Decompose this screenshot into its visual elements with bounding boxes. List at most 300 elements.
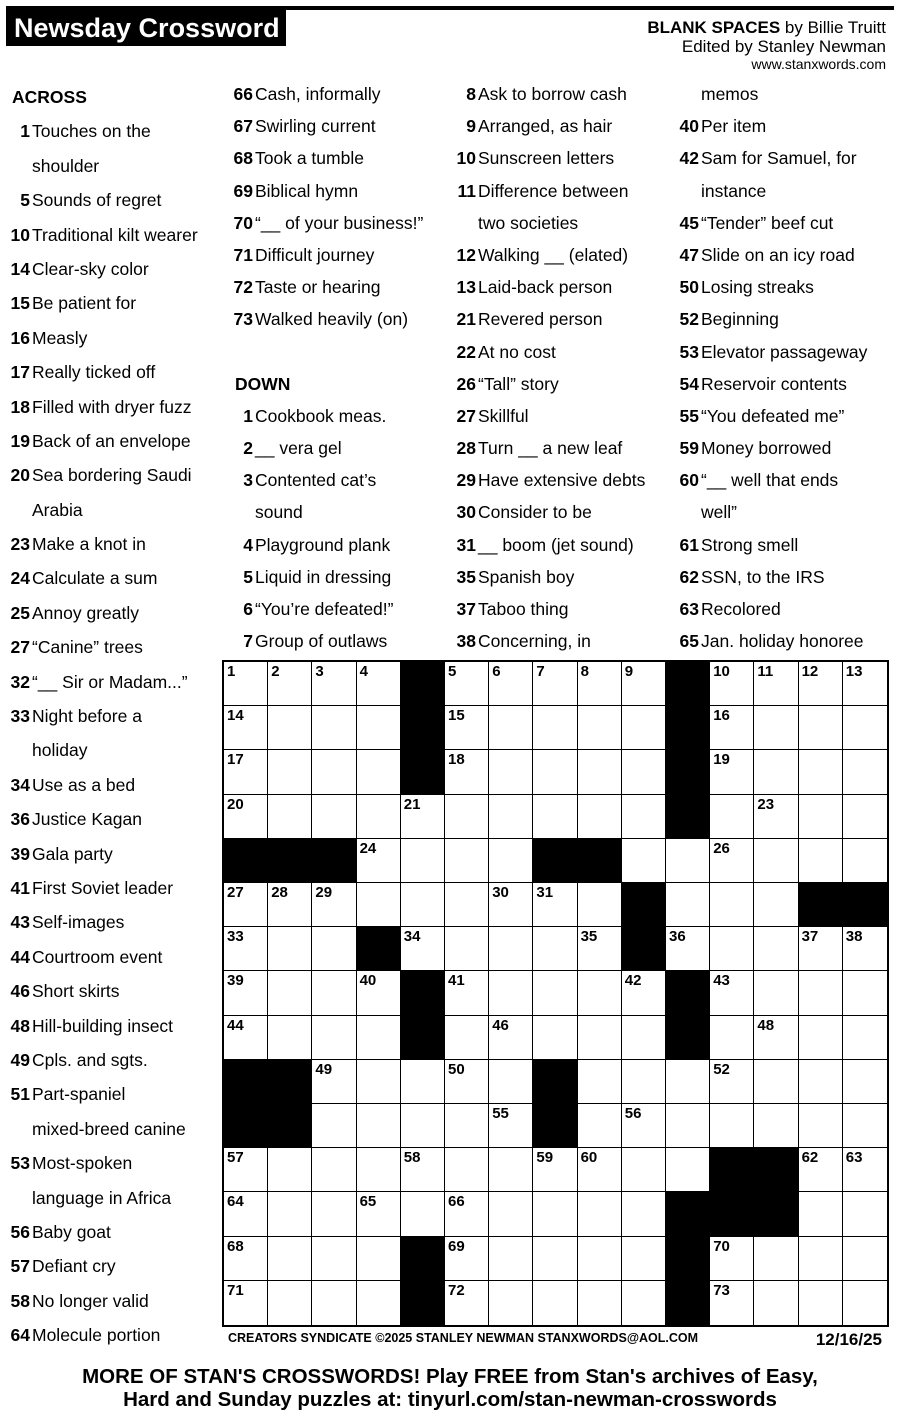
grid-cell[interactable] bbox=[489, 1060, 533, 1104]
grid-cell[interactable] bbox=[578, 706, 622, 750]
grid-cell[interactable] bbox=[489, 839, 533, 883]
grid-cell[interactable] bbox=[754, 1104, 798, 1148]
clue-item bbox=[450, 400, 665, 432]
grid-cell[interactable] bbox=[754, 971, 798, 1015]
grid-cell[interactable] bbox=[224, 883, 268, 927]
grid-cell[interactable] bbox=[710, 883, 754, 927]
grid-cell[interactable] bbox=[710, 971, 754, 1015]
grid-cell[interactable] bbox=[622, 1281, 666, 1325]
clue-text: No longer valid bbox=[32, 1290, 149, 1311]
grid-cell[interactable] bbox=[533, 1192, 577, 1236]
grid-cell[interactable] bbox=[622, 971, 666, 1015]
clue-text: Back of an envelope bbox=[32, 430, 191, 451]
grid-cell[interactable] bbox=[799, 795, 843, 839]
cell-number: 37 bbox=[801, 928, 819, 946]
black-square bbox=[312, 839, 356, 883]
cell-number: 43 bbox=[713, 972, 730, 990]
clue-text: Swirling current bbox=[255, 116, 376, 137]
grid-cell[interactable] bbox=[843, 750, 887, 794]
clue-number: 26 bbox=[456, 373, 476, 394]
grid-cell[interactable] bbox=[268, 883, 312, 927]
black-square bbox=[401, 662, 445, 706]
clue-number: 53 bbox=[679, 341, 699, 362]
grid-cell[interactable] bbox=[799, 662, 843, 706]
grid-cell[interactable] bbox=[754, 927, 798, 971]
clue-text: memos bbox=[701, 84, 759, 104]
grid-cell[interactable] bbox=[622, 706, 666, 750]
grid-cell[interactable] bbox=[312, 662, 356, 706]
clue-number: 34 bbox=[10, 774, 30, 795]
grid-cell[interactable] bbox=[843, 1104, 887, 1148]
cell-number: 58 bbox=[403, 1149, 421, 1167]
clue-number: 6 bbox=[243, 599, 253, 619]
grid-cell[interactable] bbox=[666, 1148, 710, 1192]
grid-cell[interactable] bbox=[754, 1016, 798, 1060]
grid-cell[interactable] bbox=[799, 1192, 843, 1236]
cell-number: 18 bbox=[448, 751, 465, 769]
grid-cell[interactable] bbox=[578, 1237, 622, 1281]
grid-cell[interactable] bbox=[357, 971, 401, 1015]
grid-cell[interactable] bbox=[357, 750, 401, 794]
grid-cell[interactable] bbox=[799, 706, 843, 750]
clue-item bbox=[4, 1146, 219, 1180]
grid-cell[interactable] bbox=[622, 1104, 666, 1148]
grid-cell[interactable] bbox=[357, 1281, 401, 1325]
clue-item bbox=[4, 218, 219, 252]
cell-number: 46 bbox=[492, 1016, 509, 1034]
grid-cell[interactable] bbox=[533, 1237, 577, 1281]
clue-text: Use as a bed bbox=[32, 774, 136, 795]
clue-number: 9 bbox=[466, 116, 476, 137]
grid-cell[interactable] bbox=[489, 1237, 533, 1281]
grid-cell[interactable] bbox=[710, 839, 754, 883]
grid-cell[interactable] bbox=[312, 927, 356, 971]
grid-cell[interactable] bbox=[401, 839, 445, 883]
grid-cell[interactable] bbox=[799, 1281, 843, 1325]
grid-cell[interactable] bbox=[445, 1016, 489, 1060]
clue-item bbox=[4, 390, 219, 424]
grid-cell[interactable] bbox=[224, 927, 268, 971]
grid-cell[interactable] bbox=[445, 971, 489, 1015]
clue-item bbox=[4, 768, 219, 802]
clue-item bbox=[4, 1249, 219, 1283]
cell-number: 4 bbox=[359, 663, 368, 680]
clue-text: Took a tumble bbox=[255, 148, 364, 169]
grid-cell[interactable] bbox=[489, 883, 533, 927]
promo-line-1: MORE OF STAN'S CROSSWORDS! Play FREE from Stan's archives of Easy, bbox=[82, 1365, 818, 1388]
grid-cell[interactable] bbox=[224, 795, 268, 839]
grid-cell[interactable] bbox=[268, 795, 312, 839]
clue-number: 43 bbox=[10, 912, 30, 933]
grid-cell[interactable] bbox=[799, 1016, 843, 1060]
cell-number: 8 bbox=[580, 663, 589, 680]
clue-text: Slide on an icy road bbox=[701, 244, 855, 265]
grid-cell[interactable] bbox=[843, 1281, 887, 1325]
clue-item bbox=[4, 252, 219, 286]
cell-number: 63 bbox=[845, 1149, 863, 1167]
clue-number: 19 bbox=[10, 430, 30, 451]
clue-column-3 bbox=[450, 78, 665, 657]
grid-cell[interactable] bbox=[578, 750, 622, 794]
grid-cell[interactable] bbox=[489, 1192, 533, 1236]
clue-text: Make a knot in bbox=[32, 534, 146, 555]
clue-number: 42 bbox=[679, 148, 699, 169]
clue-text: Gala party bbox=[32, 843, 113, 864]
clue-item bbox=[227, 110, 447, 142]
grid-cell[interactable] bbox=[843, 927, 887, 971]
grid-cell[interactable] bbox=[401, 1192, 445, 1236]
grid-cell[interactable] bbox=[357, 706, 401, 750]
clue-number: 49 bbox=[10, 1049, 30, 1070]
down-header: DOWN bbox=[235, 373, 291, 394]
grid-cell[interactable] bbox=[445, 706, 489, 750]
grid-cell[interactable] bbox=[622, 750, 666, 794]
grid-cell[interactable] bbox=[445, 839, 489, 883]
grid-cell[interactable] bbox=[754, 795, 798, 839]
grid-cell[interactable] bbox=[754, 883, 798, 927]
grid-cell[interactable] bbox=[268, 971, 312, 1015]
cell-number: 44 bbox=[227, 1016, 244, 1034]
grid-cell[interactable] bbox=[710, 1060, 754, 1104]
clue-item bbox=[4, 355, 219, 389]
promo-banner bbox=[0, 1365, 900, 1411]
grid-cell[interactable] bbox=[843, 662, 887, 706]
grid-cell[interactable] bbox=[710, 750, 754, 794]
clue-item bbox=[4, 665, 219, 699]
grid-cell[interactable] bbox=[312, 883, 356, 927]
grid-cell[interactable] bbox=[268, 927, 312, 971]
grid-cell[interactable] bbox=[710, 1281, 754, 1325]
grid-cell[interactable] bbox=[799, 750, 843, 794]
grid-cell[interactable] bbox=[357, 795, 401, 839]
cell-number: 16 bbox=[713, 707, 730, 725]
grid-cell[interactable] bbox=[622, 1237, 666, 1281]
grid-cell[interactable] bbox=[224, 1148, 268, 1192]
clue-text: mixed-breed canine bbox=[32, 1118, 186, 1139]
grid-cell[interactable] bbox=[799, 1148, 843, 1192]
grid-cell[interactable] bbox=[533, 1148, 577, 1192]
clue-item bbox=[4, 424, 219, 458]
clue-number: 21 bbox=[456, 309, 476, 330]
grid-cell[interactable] bbox=[224, 1192, 268, 1236]
grid-cell[interactable] bbox=[578, 1148, 622, 1192]
cell-number: 70 bbox=[713, 1237, 730, 1255]
grid-cell[interactable] bbox=[799, 839, 843, 883]
grid-cell[interactable] bbox=[357, 1192, 401, 1236]
grid-cell[interactable] bbox=[533, 971, 577, 1015]
grid-cell[interactable] bbox=[312, 1192, 356, 1236]
black-square bbox=[533, 1060, 577, 1104]
cell-number: 31 bbox=[536, 884, 554, 901]
grid-cell[interactable] bbox=[533, 927, 577, 971]
grid-cell[interactable] bbox=[843, 839, 887, 883]
grid-cell[interactable] bbox=[710, 927, 754, 971]
grid-cell[interactable] bbox=[224, 1281, 268, 1325]
grid-cell[interactable] bbox=[843, 971, 887, 1015]
grid-cell[interactable] bbox=[843, 1060, 887, 1104]
grid-cell[interactable] bbox=[401, 1104, 445, 1148]
grid-cell[interactable] bbox=[445, 1237, 489, 1281]
grid-cell[interactable] bbox=[445, 795, 489, 839]
clue-number: 55 bbox=[679, 405, 699, 426]
grid-cell[interactable] bbox=[224, 1237, 268, 1281]
editor-credit: Edited by Stanley Newman bbox=[681, 37, 886, 56]
grid-cell[interactable] bbox=[533, 750, 577, 794]
grid-cell[interactable] bbox=[843, 1237, 887, 1281]
grid-cell[interactable] bbox=[489, 662, 533, 706]
grid-cell[interactable] bbox=[666, 1104, 710, 1148]
grid-cell[interactable] bbox=[268, 1237, 312, 1281]
grid-cell[interactable] bbox=[445, 1192, 489, 1236]
clue-item bbox=[673, 207, 895, 239]
clue-text: holiday bbox=[32, 740, 88, 761]
grid-cell[interactable] bbox=[578, 1016, 622, 1060]
grid-cell[interactable] bbox=[843, 1192, 887, 1236]
clue-column-1 bbox=[4, 80, 219, 1352]
grid-cell[interactable] bbox=[799, 1104, 843, 1148]
clue-number: 27 bbox=[456, 405, 476, 426]
grid-cell[interactable] bbox=[622, 1148, 666, 1192]
grid-cell[interactable] bbox=[578, 795, 622, 839]
clue-item bbox=[227, 400, 447, 432]
clue-text: Laid-back person bbox=[478, 277, 613, 298]
clue-item bbox=[4, 1043, 219, 1077]
grid-cell[interactable] bbox=[710, 662, 754, 706]
clue-number: 22 bbox=[456, 341, 476, 362]
grid-cell[interactable] bbox=[754, 839, 798, 883]
clue-item bbox=[227, 175, 447, 207]
clue-text: Self-images bbox=[32, 912, 125, 933]
grid-cell[interactable] bbox=[489, 1016, 533, 1060]
clue-text: Biblical hymn bbox=[255, 180, 359, 201]
grid-cell[interactable] bbox=[533, 1016, 577, 1060]
grid-cell[interactable] bbox=[843, 1016, 887, 1060]
clue-item bbox=[673, 239, 895, 271]
grid-cell[interactable] bbox=[312, 795, 356, 839]
grid-cell[interactable] bbox=[710, 706, 754, 750]
clue-text: Baby goat bbox=[32, 1221, 111, 1242]
grid-cell[interactable] bbox=[489, 795, 533, 839]
clue-text: Cookbook meas. bbox=[255, 405, 387, 426]
clue-item bbox=[4, 940, 219, 974]
grid-cell[interactable] bbox=[445, 1060, 489, 1104]
clue-number: 45 bbox=[679, 212, 699, 233]
grid-cell[interactable] bbox=[754, 1281, 798, 1325]
grid-cell[interactable] bbox=[622, 1016, 666, 1060]
grid-cell[interactable] bbox=[401, 883, 445, 927]
clue-number: 14 bbox=[10, 258, 30, 279]
grid-cell[interactable] bbox=[622, 1192, 666, 1236]
grid-cell[interactable] bbox=[224, 971, 268, 1015]
grid-cell[interactable] bbox=[445, 1104, 489, 1148]
clue-item bbox=[4, 1077, 219, 1111]
grid-cell[interactable] bbox=[843, 795, 887, 839]
grid-cell[interactable] bbox=[578, 1104, 622, 1148]
grid-cell[interactable] bbox=[799, 927, 843, 971]
clue-item bbox=[450, 239, 665, 271]
clue-number: 17 bbox=[10, 362, 30, 383]
cell-number: 39 bbox=[227, 972, 244, 990]
clue-item bbox=[4, 527, 219, 561]
black-square bbox=[401, 1281, 445, 1325]
clue-number: 57 bbox=[10, 1256, 30, 1277]
grid-cell[interactable] bbox=[357, 839, 401, 883]
clue-text: Sea bordering Saudi bbox=[32, 465, 192, 486]
grid-cell[interactable] bbox=[622, 839, 666, 883]
grid-cell[interactable] bbox=[799, 1237, 843, 1281]
grid-cell[interactable] bbox=[268, 662, 312, 706]
grid-cell[interactable] bbox=[666, 883, 710, 927]
grid-cell[interactable] bbox=[710, 1016, 754, 1060]
cell-number: 47 bbox=[669, 1016, 686, 1034]
grid-cell[interactable] bbox=[489, 1148, 533, 1192]
clue-text: “__ of your business!” bbox=[255, 212, 424, 233]
grid-cell[interactable] bbox=[622, 1060, 666, 1104]
grid-cell[interactable] bbox=[489, 971, 533, 1015]
cell-number: 25 bbox=[580, 839, 598, 857]
grid-cell[interactable] bbox=[489, 706, 533, 750]
grid-cell[interactable] bbox=[578, 1192, 622, 1236]
grid-cell[interactable] bbox=[357, 1016, 401, 1060]
grid-cell[interactable] bbox=[578, 971, 622, 1015]
grid-cell[interactable] bbox=[357, 1237, 401, 1281]
grid-cell[interactable] bbox=[224, 706, 268, 750]
clue-item bbox=[227, 529, 447, 561]
cell-number: 15 bbox=[448, 707, 465, 725]
grid-cell[interactable] bbox=[445, 1281, 489, 1325]
cell-number: 59 bbox=[536, 1149, 554, 1167]
syndicate-credit: CREATORS SYNDICATE ©2025 STANLEY NEWMAN STANXWORDS@AOL.COM bbox=[228, 1331, 699, 1345]
across-header: ACROSS bbox=[12, 87, 87, 107]
clue-text: “You defeated me” bbox=[701, 405, 845, 426]
grid-cell[interactable] bbox=[578, 1060, 622, 1104]
grid-cell[interactable] bbox=[799, 971, 843, 1015]
grid-cell[interactable] bbox=[357, 1060, 401, 1104]
grid-cell[interactable] bbox=[224, 750, 268, 794]
black-square bbox=[268, 839, 312, 883]
grid-cell[interactable] bbox=[312, 706, 356, 750]
grid-cell[interactable] bbox=[799, 1060, 843, 1104]
clue-number: 46 bbox=[10, 981, 30, 1002]
grid-cell[interactable] bbox=[533, 662, 577, 706]
grid-cell[interactable] bbox=[843, 1148, 887, 1192]
clue-number: 20 bbox=[10, 465, 30, 486]
black-square bbox=[754, 1192, 798, 1236]
grid-cell[interactable] bbox=[578, 662, 622, 706]
cell-number: 19 bbox=[713, 751, 730, 769]
grid-cell[interactable] bbox=[445, 883, 489, 927]
cell-number: 22 bbox=[669, 795, 686, 813]
clue-column-4 bbox=[673, 78, 895, 657]
grid-cell[interactable] bbox=[666, 927, 710, 971]
grid-cell[interactable] bbox=[754, 706, 798, 750]
grid-cell[interactable] bbox=[666, 839, 710, 883]
grid-cell[interactable] bbox=[533, 795, 577, 839]
grid-cell[interactable] bbox=[268, 706, 312, 750]
grid-cell[interactable] bbox=[312, 1237, 356, 1281]
grid-cell[interactable] bbox=[445, 750, 489, 794]
clue-text: Taboo thing bbox=[478, 599, 569, 619]
cell-number: 52 bbox=[713, 1060, 730, 1078]
grid-cell[interactable] bbox=[710, 795, 754, 839]
grid-cell[interactable] bbox=[489, 927, 533, 971]
grid-cell[interactable] bbox=[268, 1016, 312, 1060]
clue-text: Have extensive debts bbox=[478, 470, 646, 491]
grid-cell[interactable] bbox=[445, 662, 489, 706]
grid-cell[interactable] bbox=[754, 750, 798, 794]
grid-cell[interactable] bbox=[357, 1104, 401, 1148]
grid-cell[interactable] bbox=[268, 1281, 312, 1325]
grid-cell[interactable] bbox=[312, 1281, 356, 1325]
grid-cell[interactable] bbox=[666, 1060, 710, 1104]
grid-cell[interactable] bbox=[578, 927, 622, 971]
grid-cell[interactable] bbox=[622, 662, 666, 706]
clue-item bbox=[450, 432, 665, 464]
cell-number: 29 bbox=[315, 884, 333, 901]
grid-cell[interactable] bbox=[312, 1104, 356, 1148]
grid-cell[interactable] bbox=[578, 883, 622, 927]
grid-cell[interactable] bbox=[312, 750, 356, 794]
clue-number: 16 bbox=[10, 327, 30, 348]
grid-cell[interactable] bbox=[622, 795, 666, 839]
grid-cell[interactable] bbox=[445, 1148, 489, 1192]
cell-number: 24 bbox=[359, 839, 377, 857]
grid-cell[interactable] bbox=[401, 1148, 445, 1192]
grid-cell[interactable] bbox=[268, 1192, 312, 1236]
clue-item bbox=[4, 321, 219, 355]
grid-cell[interactable] bbox=[357, 662, 401, 706]
grid-cell[interactable] bbox=[312, 971, 356, 1015]
grid-cell[interactable] bbox=[268, 750, 312, 794]
grid-cell[interactable] bbox=[357, 1148, 401, 1192]
grid-cell[interactable] bbox=[224, 1016, 268, 1060]
cell-number: 1 bbox=[227, 663, 236, 680]
grid-cell[interactable] bbox=[312, 1016, 356, 1060]
clue-number: 70 bbox=[233, 212, 253, 233]
clue-text: Short skirts bbox=[32, 981, 120, 1002]
grid-cell[interactable] bbox=[578, 1281, 622, 1325]
grid-cell[interactable] bbox=[489, 1281, 533, 1325]
grid-cell[interactable] bbox=[489, 1104, 533, 1148]
grid-cell[interactable] bbox=[312, 1060, 356, 1104]
clue-item bbox=[450, 110, 665, 142]
grid-cell[interactable] bbox=[357, 883, 401, 927]
grid-cell[interactable] bbox=[533, 706, 577, 750]
grid-cell[interactable] bbox=[224, 662, 268, 706]
grid-cell[interactable] bbox=[268, 1148, 312, 1192]
clue-text: Playground plank bbox=[255, 534, 391, 555]
grid-cell[interactable] bbox=[754, 662, 798, 706]
grid-cell[interactable] bbox=[843, 706, 887, 750]
clue-item bbox=[450, 561, 665, 593]
grid-cell[interactable] bbox=[710, 1237, 754, 1281]
clue-item bbox=[227, 303, 447, 335]
clue-item bbox=[673, 432, 895, 464]
grid-cell[interactable] bbox=[401, 1060, 445, 1104]
grid-cell[interactable] bbox=[489, 750, 533, 794]
grid-cell[interactable] bbox=[445, 927, 489, 971]
grid-cell[interactable] bbox=[533, 1281, 577, 1325]
grid-cell[interactable] bbox=[710, 1104, 754, 1148]
grid-cell[interactable] bbox=[754, 1060, 798, 1104]
clue-number: 29 bbox=[456, 470, 476, 491]
grid-cell[interactable] bbox=[533, 883, 577, 927]
grid-cell[interactable] bbox=[401, 927, 445, 971]
grid-cell[interactable] bbox=[401, 795, 445, 839]
grid-cell[interactable] bbox=[754, 1237, 798, 1281]
grid-cell[interactable] bbox=[312, 1148, 356, 1192]
clue-item bbox=[4, 183, 219, 217]
